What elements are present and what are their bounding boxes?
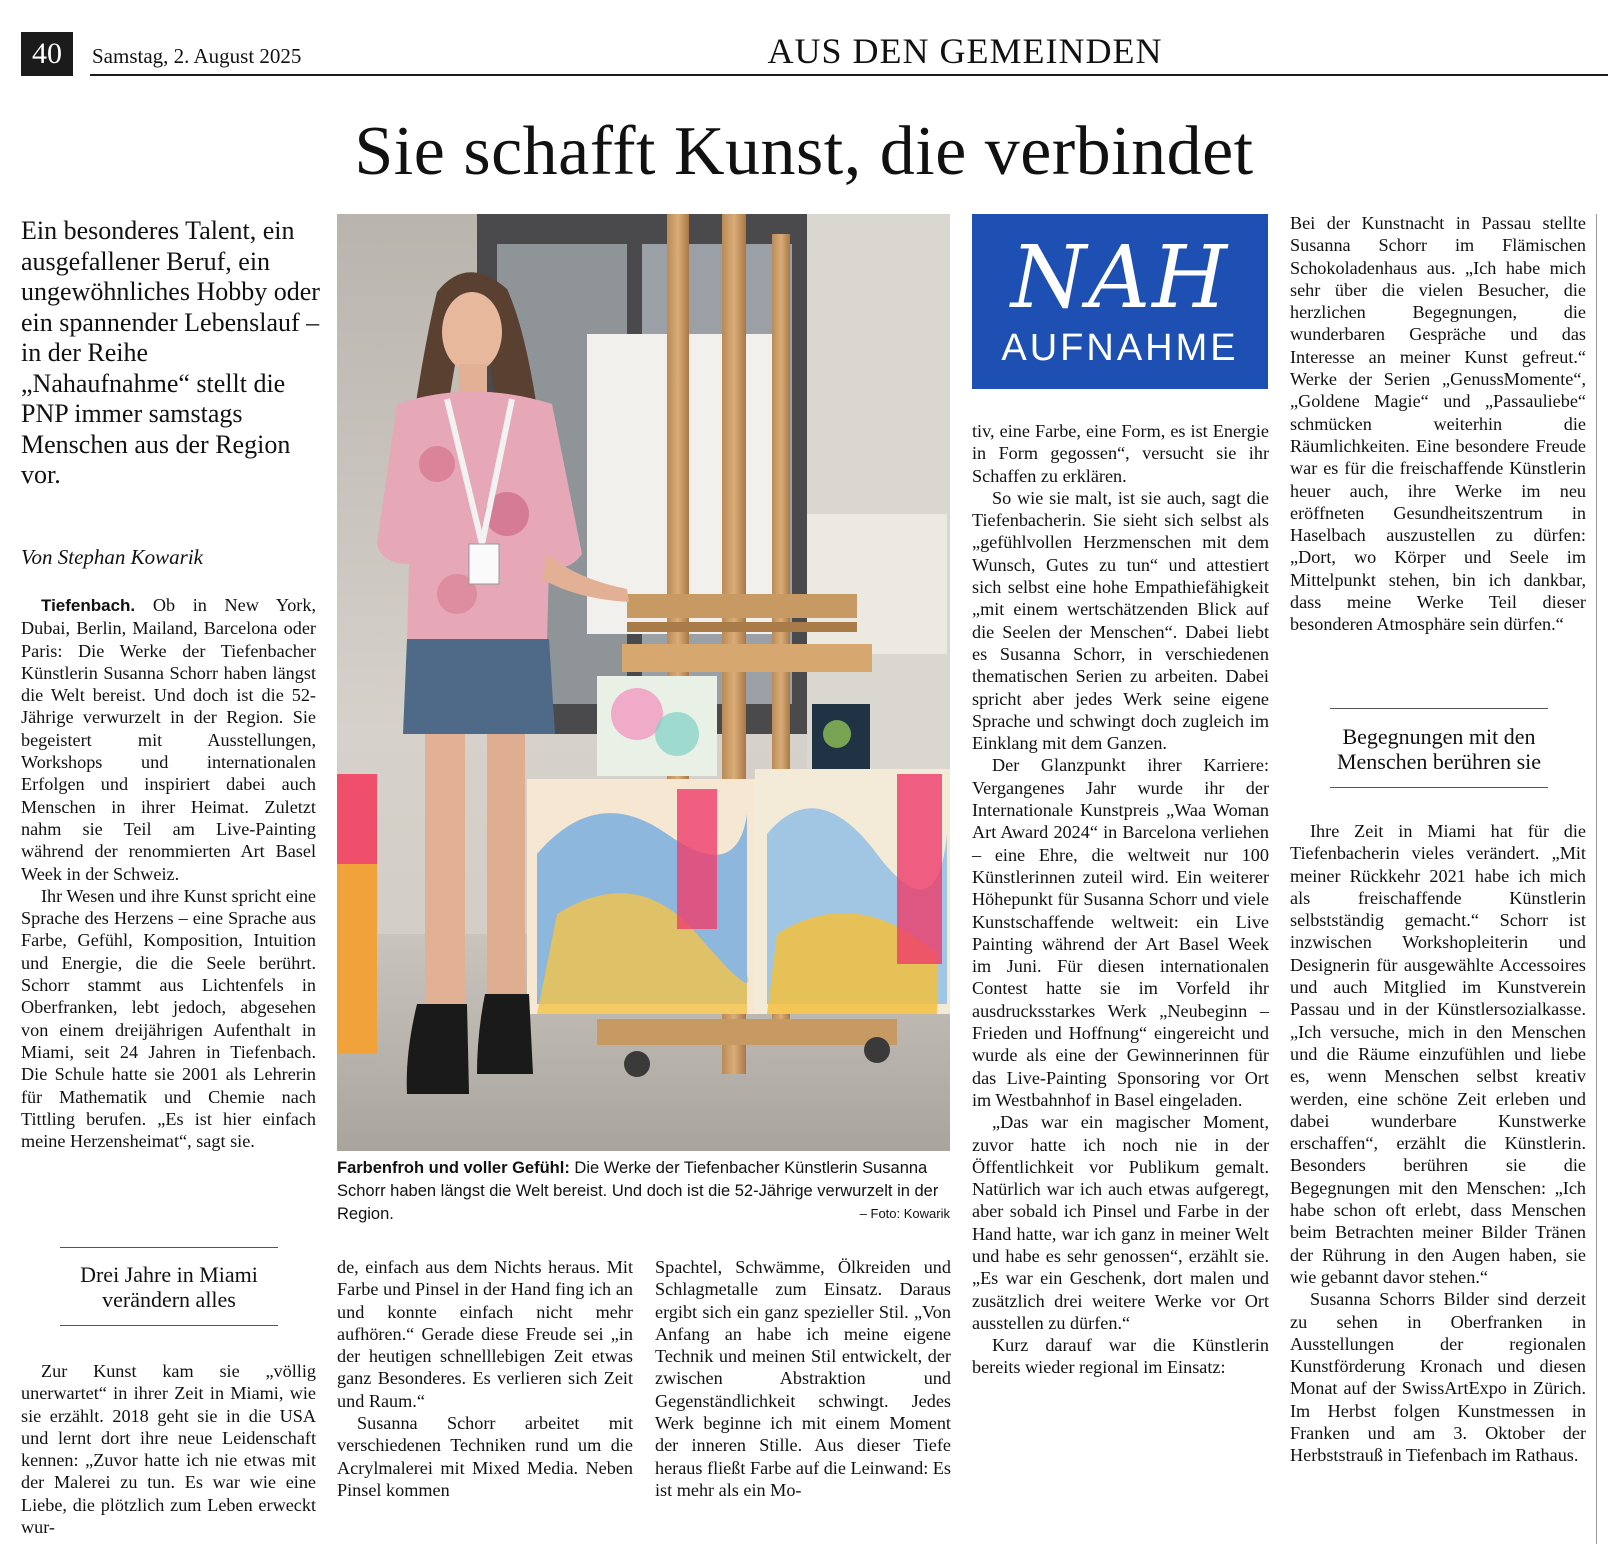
nahaufnahme-logo <box>972 214 1268 389</box>
page-number: 40 <box>21 32 73 76</box>
article-intro: Ein besonderes Talent, ein ausgefallener Beruf, ein ungewöhnliches Hobby oder ein spannender Lebenslauf – in der Reihe „Nahaufnahme“ stellt die PNP immer samstags Menschen aus der Region vor. <box>21 216 320 489</box>
paragraph: Spachtel, Schwämme, Ölkreiden und Schlagmetalle zum Einsatz. Daraus ergibt sich ein ganz spezieller Stil. „Von Anfang an habe ich meine eigene Technik und meinen Stil entwickelt, der zwischen Abstraktion und Gegenständlichkeit schwingt. Jedes Werk beginne ich mit einem Moment der inneren Stille. Aus dieser Tiefe heraus fließt Farbe auf die Leinwand: Es ist mehr als ein Mo- <box>655 1257 951 1500</box>
photo-credit: – Foto: Kowarik <box>859 1206 950 1221</box>
column-5-continued <box>1290 820 1586 1467</box>
paragraph-text: Ob in New York, Dubai, Berlin, Mailand, Barcelona oder Paris: Die Werke der Tiefenbacher Künstlerin Susanna Schorr haben längst die Welt bereist. Und doch ist die 52-Jährige verwurzelt in der Region. Sie begeistert mit Ausstellungen, Workshops und internationalen Erfolgen und inspiriert dabei auch Menschen in ihrer Heimat. Zuletzt nahm sie Teil am Live-Painting während der renommierten Art Basel Week in der Schweiz. <box>21 595 316 884</box>
paragraph: de, einfach aus dem Nichts heraus. Mit Farbe und Pinsel in der Hand fing ich an und konnte einfach nicht mehr aufhören.“ Gerade diese Freude sei „in der heutigen schnelllebigen Zeit etwas ganz Besonderes. Es verlieren sich Zeit und Raum.“ <box>337 1257 633 1411</box>
column-2 <box>337 1256 633 1501</box>
paragraph: Susanna Schorr arbeitet mit verschiedenen Techniken rund um die Acrylmalerei mit Mixed Media. Neben Pinsel kommen <box>337 1413 633 1500</box>
caption-text: Die Werke der Tiefenbacher Künstlerin Susanna Schorr haben längst die Welt bereist. Und doch ist die 52-Jährige verwurzelt in der Region. <box>337 1159 939 1223</box>
column-1-continued <box>21 1360 316 1538</box>
dateline: Tiefenbach. <box>41 596 136 615</box>
page-edge-rule <box>1596 214 1597 1544</box>
paragraph: Bei der Kunstnacht in Passau stellte Susanna Schorr im Flämischen Schokoladenhaus aus. „Ich habe mich sehr über die vielen Besucher, die herzlichen Begegnungen, die wunderbaren Gespräche und das Interesse an meiner Kunst gefreut.“ Werke der Serien „GenussMomente“, „Goldene Magie“ und „Passauliebe“ schmücken weiterhin die Räumlichkeiten. Eine besondere Freude war es für die freischaffende Künstlerin heuer auch, ihre Werke im neu eröffneten Gesundheitszentrum in Haselbach auszustellen zu dürfen: „Dort, wo Körper und Seele im Mittelpunkt stehen, bin ich dankbar, dass meine Werke Teil dieser besonderen Atmosphäre sein dürfen.“ <box>1290 213 1586 635</box>
paragraph: Susanna Schorrs Bilder sind derzeit zu sehen in Oberfranken in Ausstellungen der regionalen Kunstförderung Kronach und diesen Monat auf der SwissArtExpo in Zürich. Im Herbst folgen Kunstmessen in Franken und am 3. Oktober der Herbststrauß in Tiefenbach im Rathaus. <box>1290 1289 1586 1466</box>
paragraph: Der Glanzpunkt ihrer Karriere: Vergangenes Jahr wurde ihr der Internationale Kunstpreis „Waa Woman Art Award 2024“ in Barcelona verliehen – eine Ehre, die weltweit nur 100 Künstlerinnen zuteil wird. Ein weiterer Höhepunkt für Susanna Schorr und viele Kunstschaffende weltweit: ein Live Painting während der Art Basel Week im Juni. Für diesen internationalen Contest hatte sie im Vorfeld ihr ausdrucksstarkes Werk „Neubeginn – Frieden und Hoffnung“ eingereicht und wurde als eine der Gewinnerinnen für das Live-Painting Sponsoring vor Ort im Westbahnhof in Basel eingeladen. <box>972 755 1269 1110</box>
paragraph: Zur Kunst kam sie „völlig unerwartet“ in ihrer Zeit in Miami, wie sie erzählt. 2018 geht sie in die USA und lernt dort ihre neue Leidenschaft kennen: „Zuvor hatte ich nie etwas mit der Malerei zu tun. Es war wie eine Liebe, die plötzlich zum Leben erweckt wur- <box>21 1361 316 1538</box>
logo-aufnahme: AUFNAHME <box>1001 327 1239 369</box>
subhead-miami: Drei Jahre in Miami verändern alles <box>80 1262 258 1312</box>
subhead-rule <box>1330 787 1548 788</box>
column-3 <box>655 1256 951 1501</box>
logo-nah: NAH <box>1010 228 1230 328</box>
section-title: AUS DEN GEMEINDEN <box>767 31 1163 71</box>
caption-lead: Farbenfroh und voller Gefühl: <box>337 1159 570 1177</box>
column-1 <box>21 594 316 1152</box>
subhead-rule <box>60 1247 278 1248</box>
paragraph: Ihre Zeit in Miami hat für die Tiefenbacherin vieles verändert. „Mit meiner Rückkehr 2021 habe ich mich als freischaffende Künstlerin selbstständig gemacht.“ Schorr ist inzwischen Workshopleiterin und Designerin für ausgewählte Accessoires und auch Mitglied im Kunstverein Passau und in der Künstlersozialkasse. „Ich versuche, mich in den Menschen und die Räume einzufühlen und liebe es, wenn Menschen selbst kreativ werden, eine schöne Zeit erleben und dabei wunderbare Kunstwerke erschaffen“, erzählt die Künstlerin. Besonders berühren sie die Begegnungen mit den Menschen: „Ich habe schon oft erlebt, dass Menschen beim Betrachten meiner Bilder Tränen der Rührung in den Augen haben, sie wie gebannt davor stehen.“ <box>1290 821 1586 1287</box>
issue-date: Samstag, 2. August 2025 <box>92 44 302 68</box>
byline: Von Stephan Kowarik <box>21 545 203 569</box>
paragraph: Ihr Wesen und ihre Kunst spricht eine Sprache des Herzens – eine Sprache aus Farbe, Gefühl, Komposition, Intuition und Energie, die die Seele berührt. Schorr stammt aus Lichtenfels in Oberfranken, lebt jedoch, abgesehen von einem dreijährigen Aufenthalt in Miami, seit 24 Jahren in Tiefenbach. Die Schule hatte sie 2001 als Lehrerin für Mathematik und Chemie nach Tittling berufen. „Es ist hier einfach meine Herzensheimat“, sagt sie. <box>21 885 316 1152</box>
subhead-begegnungen: Begegnungen mit den Menschen berühren sie <box>1336 724 1542 774</box>
paragraph: So wie sie malt, ist sie auch, sagt die Tiefenbacherin. Sie sieht sich selbst als „gefühlvollen Herzmenschen mit dem Wunsch, Gutes zu tun“ und attestiert sich selbst eine hohe Empathiefähigkeit „mit einem wertschätzenden Blick auf die Seelen der Menschen“. Dabei liebt es Susanna Schorr, in verschiedenen thematischen Serien zu arbeiten. Dabei spricht aber jedes Werk seine eigene Sprache und schwingt doch zugleich im Einklang mit dem Ganzen. <box>972 487 1269 754</box>
paragraph: „Das war ein magischer Moment, zuvor hatte ich noch nie in der Öffentlichkeit vor Publikum gemalt. Natürlich war ich auch etwas aufgeregt, aber sobald ich Pinsel und Farbe in der Hand hatte, war ich ganz in meiner Welt und habe es sehr genossen“, erzählt sie. „Es war ein Geschenk, dort malen und zusätzlich drei weitere Werke vor Ort ausstellen zu dürfen.“ <box>972 1112 1269 1333</box>
paragraph <box>21 594 316 885</box>
article-photo <box>337 214 950 1151</box>
subhead-rule <box>1330 708 1548 709</box>
column-5 <box>1290 212 1586 636</box>
article-headline: Sie schafft Kunst, die verbindet <box>354 113 1254 190</box>
subhead-rule <box>60 1325 278 1326</box>
header-rule <box>90 74 1608 76</box>
paragraph: Kurz darauf war die Künstlerin bereits wieder regional im Einsatz: <box>972 1335 1269 1378</box>
column-4 <box>972 420 1269 1379</box>
artist-with-paintings-photo <box>337 214 950 1151</box>
paragraph: tiv, eine Farbe, eine Form, es ist Energie in Form gegossen“, versucht sie ihr Schaffen zu erklären. <box>972 421 1269 486</box>
